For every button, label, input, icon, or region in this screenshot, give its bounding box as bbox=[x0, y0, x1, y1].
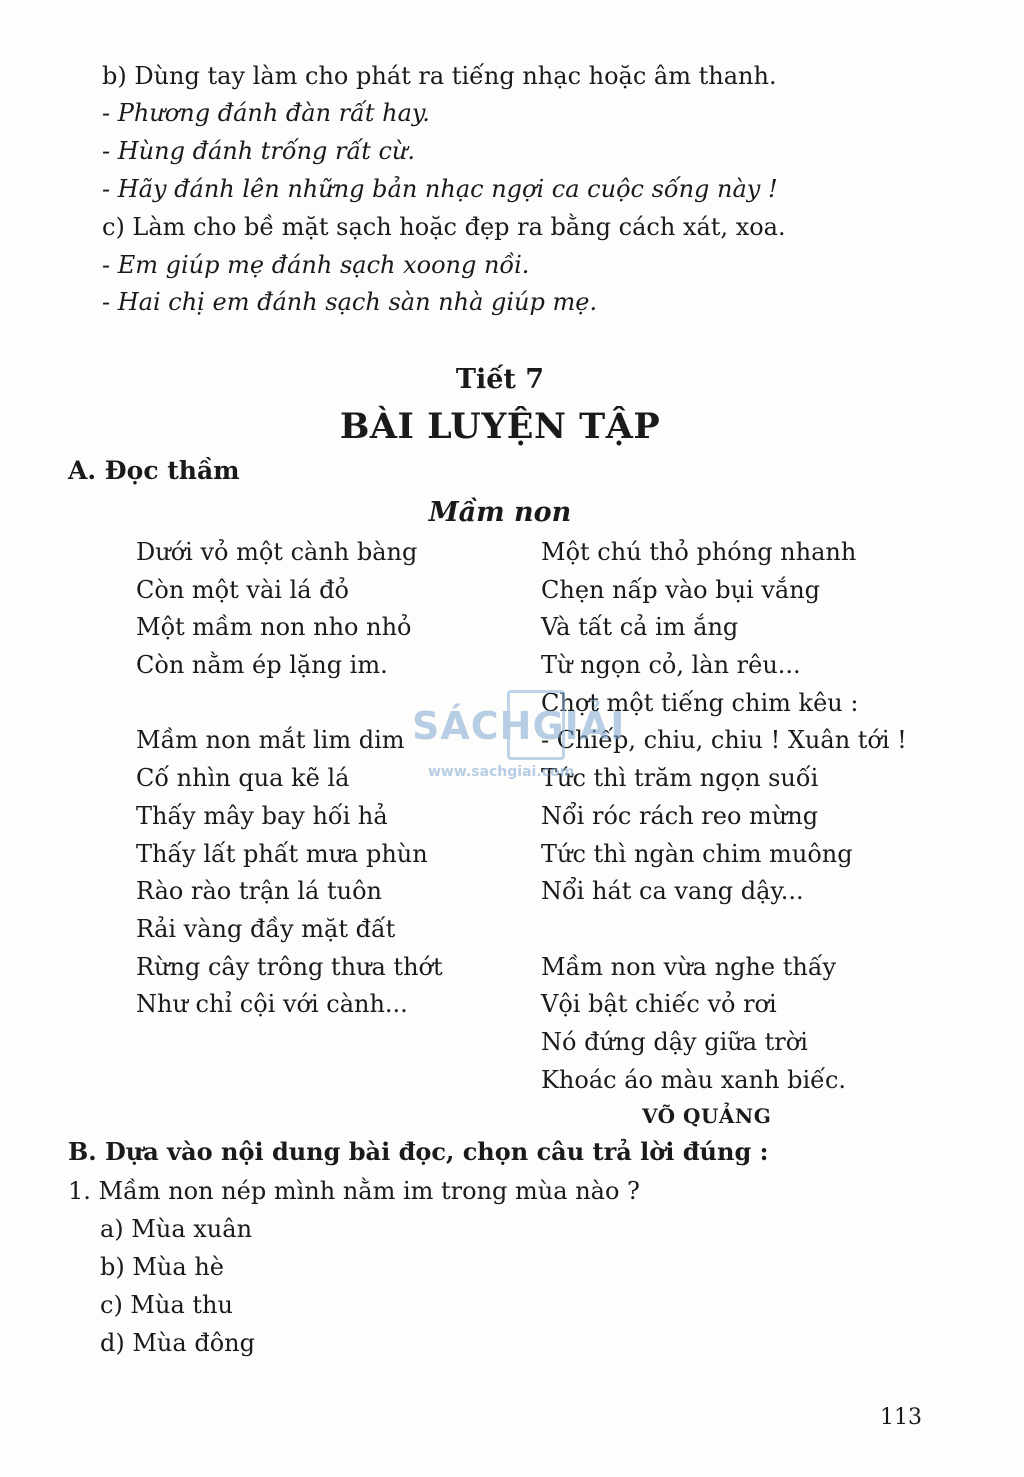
example-line: - Hùng đánh trống rất cừ. bbox=[102, 137, 416, 165]
poem-line: Rải vàng đầy mặt đất bbox=[136, 915, 396, 943]
poem-line: Còn nằm ép lặng im. bbox=[136, 651, 388, 679]
example-line: b) Dùng tay làm cho phát ra tiếng nhạc hoặc âm thanh. bbox=[102, 62, 777, 90]
question-text: 1. Mầm non nép mình nằm im trong mùa nào ? bbox=[68, 1177, 640, 1205]
poem-line: Nổi róc rách reo mừng bbox=[541, 802, 819, 830]
poem-line: Một mầm non nho nhỏ bbox=[136, 613, 412, 641]
answer-option: c) Mùa thu bbox=[100, 1291, 233, 1319]
lesson-number: Tiết 7 bbox=[455, 364, 545, 395]
poem-line: Chẹn nấp vào bụi vắng bbox=[541, 576, 821, 604]
poem-line: Nó đứng dậy giữa trời bbox=[541, 1028, 808, 1056]
poem-line: Thấy mây bay hối hả bbox=[136, 802, 388, 830]
answer-option: a) Mùa xuân bbox=[100, 1215, 253, 1243]
poem-line: Từ ngọn cỏ, làn rêu... bbox=[541, 651, 801, 679]
poem-line: Tức thì trăm ngọn suối bbox=[541, 764, 819, 792]
section-a-heading: A. Đọc thầm bbox=[68, 456, 240, 485]
lesson-title: BÀI LUYỆN TẬP bbox=[339, 406, 661, 447]
poem-line: Và tất cả im ắng bbox=[541, 613, 739, 641]
poem-line: Rào rào trận lá tuôn bbox=[136, 877, 382, 905]
poem-line: Một chú thỏ phóng nhanh bbox=[541, 538, 857, 566]
poem-line: Rừng cây trông thưa thớt bbox=[136, 953, 443, 981]
poem-line: Như chỉ cội với cành... bbox=[136, 990, 408, 1018]
poem-line: - Chiếp, chiu, chiu ! Xuân tới ! bbox=[541, 726, 907, 754]
example-line: - Em giúp mẹ đánh sạch xoong nồi. bbox=[102, 251, 530, 279]
poem-title: Mầm non bbox=[428, 497, 572, 528]
watermark bbox=[412, 690, 632, 790]
answer-option: d) Mùa đông bbox=[100, 1329, 255, 1357]
poem-line: Vội bật chiếc vỏ rơi bbox=[541, 990, 777, 1018]
poem-line: Tức thì ngàn chim muông bbox=[541, 840, 853, 868]
poem-line: Thấy lất phất mưa phùn bbox=[136, 840, 428, 868]
section-b-heading: B. Dựa vào nội dung bài đọc, chọn câu trả lời đúng : bbox=[68, 1137, 769, 1166]
poem-line: Mầm non mắt lim dim bbox=[136, 726, 405, 754]
example-line: - Phương đánh đàn rất hay. bbox=[102, 99, 430, 127]
example-line: - Hãy đánh lên những bản nhạc ngợi ca cuộc sống này ! bbox=[102, 175, 778, 203]
example-line: c) Làm cho bề mặt sạch hoặc đẹp ra bằng cách xát, xoa. bbox=[102, 213, 786, 241]
poem-line: Mầm non vừa nghe thấy bbox=[541, 953, 837, 981]
answer-option: b) Mùa hè bbox=[100, 1253, 224, 1281]
watermark-url: www.sachgiai.com bbox=[428, 764, 575, 780]
poem-author: VÕ QUẢNG bbox=[642, 1104, 772, 1128]
poem-line: Khoác áo màu xanh biếc. bbox=[541, 1066, 847, 1094]
poem-line: Còn một vài lá đỏ bbox=[136, 576, 349, 604]
poem-line: Cố nhìn qua kẽ lá bbox=[136, 764, 350, 792]
poem-line: Nổi hát ca vang dậy... bbox=[541, 877, 804, 905]
poem-line: Chợt một tiếng chim kêu : bbox=[541, 689, 859, 717]
watermark-logo: SÁCHGIẢI bbox=[412, 704, 626, 748]
page-number: 113 bbox=[880, 1405, 922, 1430]
example-line: - Hai chị em đánh sạch sàn nhà giúp mẹ. bbox=[102, 288, 598, 316]
poem-line: Dưới vỏ một cành bàng bbox=[136, 538, 418, 566]
